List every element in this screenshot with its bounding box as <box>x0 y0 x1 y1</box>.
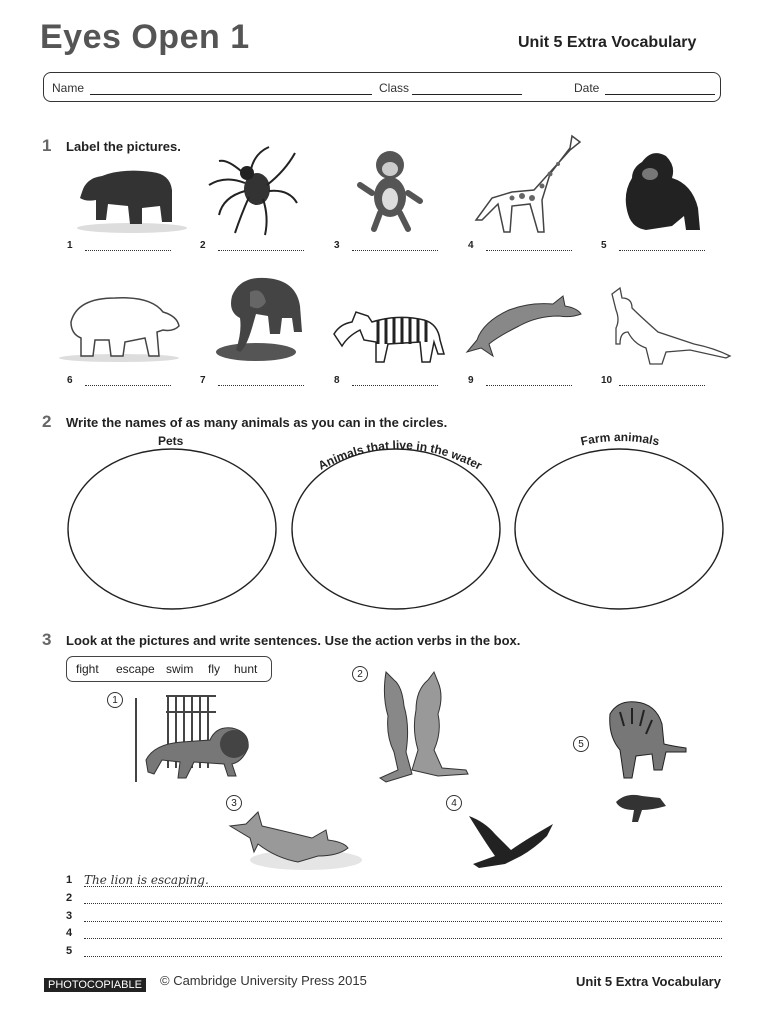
giraffe-icon <box>472 128 587 238</box>
class-label: Class <box>379 81 410 95</box>
example-sentence: The lion is escaping. <box>84 873 209 887</box>
sentence-line-2[interactable] <box>84 903 722 904</box>
answer-line[interactable] <box>352 385 438 386</box>
sentence-line-4[interactable] <box>84 938 722 939</box>
verb-fight: fight <box>76 662 99 676</box>
label-number: 5 <box>601 240 607 251</box>
dolphin-icon <box>463 282 583 360</box>
spider-icon <box>205 145 300 237</box>
verb-fly: fly <box>208 662 220 676</box>
class-field[interactable] <box>412 94 522 95</box>
circles-area <box>66 446 726 614</box>
verb-swim: swim <box>166 662 194 676</box>
label-number: 2 <box>200 240 206 251</box>
exercise-1-number: 1 <box>42 136 52 155</box>
sentence-number: 4 <box>66 927 73 939</box>
shark-icon <box>228 808 368 878</box>
exercise-3-number: 3 <box>42 630 52 649</box>
exercise-2-heading: Write the names of as many animals as you can in the circles. <box>66 415 448 430</box>
answer-line[interactable] <box>85 385 171 386</box>
exercise-3-heading: Look at the pictures and write sentences. Use the action verbs in the box. <box>66 633 521 648</box>
lion-cage-icon <box>132 692 257 784</box>
kangaroo-icon <box>606 286 734 368</box>
answer-line[interactable] <box>218 385 304 386</box>
pets-circle[interactable] <box>68 449 276 609</box>
tiger-bird-icon <box>602 698 692 834</box>
label-number: 10 <box>601 375 613 386</box>
answer-line[interactable] <box>619 250 705 251</box>
answer-line[interactable] <box>486 385 572 386</box>
label-number: 8 <box>334 375 340 386</box>
sentence-number: 2 <box>66 892 73 904</box>
date-field[interactable] <box>605 94 715 95</box>
name-label: Name <box>52 81 85 95</box>
sentence-number: 5 <box>66 945 73 957</box>
sentence-line-3[interactable] <box>84 921 722 922</box>
picture-number-2: 2 <box>352 666 368 682</box>
gorilla-icon <box>612 146 707 236</box>
eagle-icon <box>465 812 560 872</box>
zebra-icon <box>328 300 448 365</box>
farm-animals-circle[interactable] <box>515 449 723 609</box>
sentence-number: 1 <box>66 874 73 886</box>
answer-line[interactable] <box>85 250 171 251</box>
label-number: 6 <box>67 375 73 386</box>
picture-number-4: 4 <box>446 795 462 811</box>
circle-title-pets: Pets <box>158 434 184 448</box>
bear-icon <box>72 160 192 235</box>
label-number: 1 <box>67 240 73 251</box>
copyright-text: © Cambridge University Press 2015 <box>160 973 367 988</box>
monkey-icon <box>350 145 425 235</box>
elephant-icon <box>210 272 305 364</box>
svg-text:Farm animals: Farm animals <box>579 429 661 449</box>
label-number: 9 <box>468 375 474 386</box>
name-field[interactable] <box>90 94 372 95</box>
photocopiable-badge <box>44 975 146 993</box>
unit-title: Unit 5 Extra Vocabulary <box>518 34 697 51</box>
picture-number-5: 5 <box>573 736 589 752</box>
label-number: 3 <box>334 240 340 251</box>
water-animals-circle[interactable] <box>292 449 500 609</box>
svg-text:Animals that live in the water: Animals that live in the water <box>315 437 485 473</box>
verb-hunt: hunt <box>234 662 258 676</box>
date-label: Date <box>574 81 600 95</box>
sentence-line-1[interactable] <box>84 886 722 887</box>
sentence-number: 3 <box>66 910 73 922</box>
exercise-1-heading: Label the pictures. <box>66 139 181 154</box>
answer-line[interactable] <box>218 250 304 251</box>
polar-bear-icon <box>55 292 185 364</box>
verb-escape: escape <box>116 662 155 676</box>
exercise-2-number: 2 <box>42 412 52 431</box>
picture-number-1: 1 <box>107 692 123 708</box>
answer-line[interactable] <box>619 385 705 386</box>
worksheet-title: Eyes Open 1 <box>40 18 250 56</box>
picture-number-3: 3 <box>226 795 242 811</box>
footer-unit-title: Unit 5 Extra Vocabulary <box>576 974 721 989</box>
photocopiable-label: PHOTOCOPIABLE <box>44 978 146 992</box>
label-number: 7 <box>200 375 206 386</box>
label-number: 4 <box>468 240 474 251</box>
answer-line[interactable] <box>352 250 438 251</box>
answer-line[interactable] <box>486 250 572 251</box>
kangaroos-fighting-icon <box>372 666 477 786</box>
sentence-line-5[interactable] <box>84 956 722 957</box>
